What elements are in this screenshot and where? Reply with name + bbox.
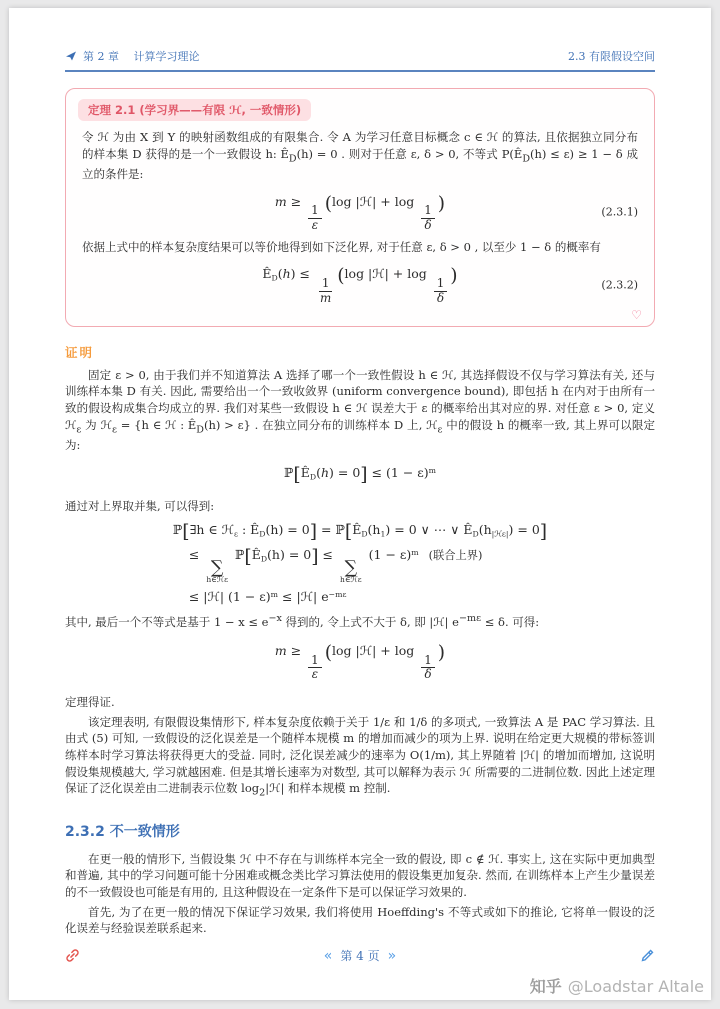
- proof-label: 证明: [65, 344, 95, 360]
- paragraph-proof-1: 固定 ε > 0, 由于我们并不知道算法 A 选择了哪一个一致性假设 h ∈ ℋ, 其选择假设不仅与学习算法有关, 还与训练样本集 D 有关. 因此, 需要给出一个一致收敛界 (uniform convergence bound), 即包括 h 在内对于由所有一致的假设构成集合均成立的界. 我们对某些一致假设 h ∈ ℋ 误差大于 ε 的概率给出其对应的界. 对任意 ε > 0, 定义 ℋ$_\varepsilon$ 为 ℋ$_\varepsilon$ = {h ∈ ℋ : $Ê_D(h) > \varepsilon$} . 在独立同分布的训练样本 D 上, ℋ$_\varepsilon$ 中的假设 h 的概率一致, 其上界可以限定为:: [65, 367, 655, 452]
- theorem-box: [65, 88, 655, 327]
- equation-2-3-1-tag: (2.3.1): [601, 205, 638, 219]
- chapter-icon: [65, 50, 77, 62]
- equation-2-3-1: m ≥ $\frac{1}{\varepsilon}$ (log |ℋ| + log $\frac{1}{\delta}$ ): [274, 192, 446, 233]
- equation-union-bound: [173, 522, 547, 604]
- document-page: [9, 8, 711, 1000]
- prev-page-icon[interactable]: «: [323, 947, 333, 964]
- page-number: 第 4 页: [340, 949, 380, 963]
- paragraph-inconsistent-1: 在更一般的情形下, 当假设集 ℋ 中不存在与训练样本完全一致的假设, 即 c ∉ ℋ. 事实上, 这在实际中更加典型和普遍, 其中的学习问题可能十分困难或概念类比学习算法使用的假设集更加复杂. 然而, 在训练样本上产生少量误差的不一致假设也可能是有用的, 且这种假设在一定条件下是可以保证学习效果的.: [65, 851, 655, 899]
- link-icon[interactable]: [65, 948, 80, 963]
- theorem-statement-1: 令 ℋ 为由 X 到 Y 的映射函数组成的有限集合. 令 A 为学习任意目标概念 c ∈ ℋ 的算法, 且依据独立同分布的样本集 D 获得的是一个一致假设 h: $Ê_D(h) = 0$ . 则对于任意 ε, δ > 0, 不等式 $P(Ê_D(h) \le \varepsilon) \ge 1 - \delta$ 成立的条件是:: [82, 130, 638, 181]
- theorem-statement-2: 依据上式中的样本复杂度结果可以等价地得到如下泛化界, 对于任意 ε, δ > 0 , 以至少 1 − δ 的概率有: [82, 239, 601, 254]
- chapter-title: 第 2 章 计算学习理论: [83, 50, 200, 63]
- paragraph-discussion: 该定理表明, 有限假设集情形下, 样本复杂度依赖于关于 1/ε 和 1/δ 的多项式, 一致算法 A 是 PAC 学习算法. 且由式 (5) 可知, 一致假设的泛化误差是一个随样本规模 m 的增加而减少的项为上界. 说明在给定更大规模的带标签训练样本时学习算法将获得更大的受益. 同时, 泛化误差减少的速率为 O(1/m), 其上界随着 |ℋ| 的增加而增加, 这说明假设集规模越大, 学习就越困难. 但是其增长速率为对数型, 其可以解释为表示 ℋ 所需要的二进制位数. 因此上述定理保证了泛化误差由二进制表示位数 $\log_2|ℋ|$ 和样本规模 m 控制.: [65, 714, 655, 799]
- pen-icon[interactable]: [640, 948, 655, 963]
- heart-icon[interactable]: ♡: [631, 307, 642, 322]
- page-header: [65, 48, 655, 64]
- subsection-heading: 2.3.2 不一致情形: [65, 823, 180, 840]
- equation-2-3-2: $Ê_D(h)$ ≤ $\frac{1}{m}$ (log |ℋ| + log $\frac{1}{\delta}$ ): [262, 265, 458, 305]
- section-title: 2.3 有限假设空间: [568, 50, 655, 63]
- paragraph-proof-3: 其中, 最后一个不等式是基于 $1 - x \le e^{-x}$ 得到的, 令上式不大于 δ, 即 |ℋ| $e^{-m\varepsilon} \le \delta$. 可得:: [65, 613, 540, 630]
- union-bound-line-2: ≤ ∑ h∈ℋε $ℙ[Ê_D(h) = 0]$ ≤ ∑ h∈ℋε $(1 - \varepsilon)^m$ (联合上界): [188, 546, 483, 585]
- theorem-badge: 定理 2.1 (学习界——有限 ℋ, 一致情形): [78, 99, 311, 121]
- equation-sample-complexity: m ≥ $\frac{1}{\varepsilon}$ (log |ℋ| + log $\frac{1}{\delta}$ ): [274, 642, 446, 682]
- watermark-brand: 知乎: [529, 977, 562, 996]
- equation-2-3-2-tag: (2.3.2): [601, 278, 638, 292]
- watermark-user: @Loadstar Altale: [567, 977, 704, 996]
- paragraph-proof-end: 定理得证.: [65, 695, 115, 710]
- watermark: [530, 974, 704, 997]
- header-divider: [65, 70, 655, 72]
- paragraph-proof-2: 通过对上界取并集, 可以得到:: [65, 498, 215, 513]
- page-footer: [65, 947, 655, 964]
- union-bound-line-1: ℙ[∃h ∈ ℋ$_\varepsilon$ : $Ê_D(h) = 0$] = $ℙ[Ê_D(h_1) = 0$ ∨ ⋯ ∨ $Ê_D(h_{|ℋ\varepsilon|}) = 0$]: [172, 521, 548, 543]
- equation-2-3-1-row: [82, 191, 638, 233]
- union-bound-line-3: ≤ |ℋ| $(1 - \varepsilon)^m$ ≤ |ℋ| $e^{-m\varepsilon}$: [188, 589, 347, 605]
- equation-single-hypothesis-bound: $ℙ[Ê_D(h) = 0] \le (1 - \varepsilon)^m$: [284, 464, 436, 486]
- page-navigation: [324, 947, 396, 964]
- paragraph-inconsistent-2: 首先, 为了在更一般的情况下保证学习效果, 我们将使用 Hoeffding's 不等式或如下的推论, 它将单一假设的泛化误差与经验误差联系起来.: [65, 904, 655, 936]
- equation-2-3-2-row: [82, 263, 638, 305]
- next-page-icon[interactable]: »: [387, 947, 397, 964]
